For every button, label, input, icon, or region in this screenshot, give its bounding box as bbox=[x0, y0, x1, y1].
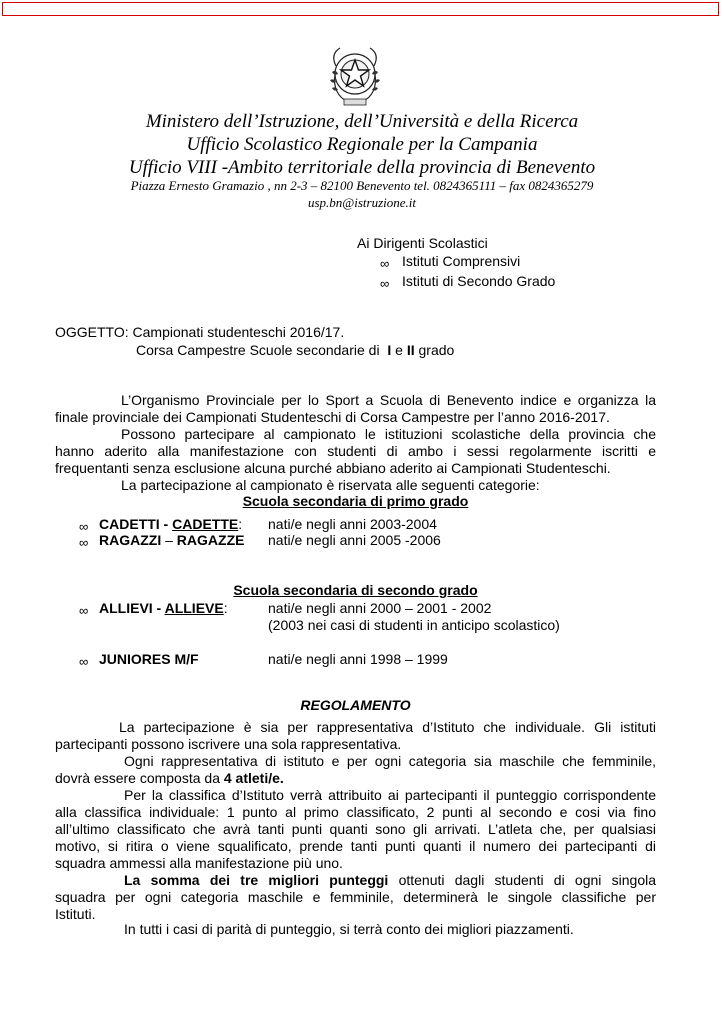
rule-p2-line: Ogni rappresentativa di istituto e per ogni categoria sia maschile che femminile, bbox=[124, 753, 656, 769]
subject-line2-text: Corsa Campestre Scuole secondarie di bbox=[136, 342, 380, 358]
category-years: nati/e negli anni 2000 – 2001 - 2002 bbox=[268, 600, 492, 616]
recipients-title: Ai Dirigenti Scolastici bbox=[357, 235, 488, 251]
grade-two: II bbox=[406, 342, 415, 358]
recipient-item: Istituti di Secondo Grado bbox=[402, 273, 556, 289]
rule-p3-line: Per la classifica d’Istituto verrà attribuito ai partecipanti il punteggio corrispondente bbox=[124, 787, 656, 803]
rule-p4-line: squadra per ogni categoria maschile e femminile, determinerà le singole classifiche per bbox=[55, 889, 656, 905]
intro-p2-line: hanno aderito alla manifestazione con studenti di ambo i sessi regolarmente iscritti e bbox=[55, 443, 656, 459]
grade-one: I bbox=[387, 342, 392, 358]
rule-p1-line: partecipanti possono iscrivere una sola rappresentativa. bbox=[55, 736, 402, 752]
rule-p3-line: squadra ammessi alla manifestazione più uno. bbox=[55, 855, 343, 871]
office-email[interactable]: usp.bn@istruzione.it bbox=[307, 195, 417, 210]
category-sep: - bbox=[159, 516, 173, 532]
recipient-item: Istituti Comprensivi bbox=[402, 253, 521, 269]
rule-text: dovrà essere composta da bbox=[55, 770, 220, 786]
category-sep: – bbox=[161, 532, 177, 548]
rule-p3-line: motivo, si ritira o viene squalificato, prende tanti punti quanti il numero dei partecipanti di bbox=[55, 838, 656, 854]
category-name: CADETTE bbox=[172, 516, 239, 532]
italian-emblem-icon bbox=[326, 44, 384, 108]
subject-label: OGGETTO: bbox=[55, 324, 129, 340]
category-ragazzi bbox=[99, 532, 244, 549]
intro-p1-line: L’Organismo Provinciale per lo Sport a Scuola di Benevento indice e organizza la bbox=[121, 392, 656, 408]
ministry-name: Ministero dell’Istruzione, dell’Università e della Ricerca bbox=[145, 111, 579, 132]
intro-p3: La partecipazione al campionato è riservata alle seguenti categorie: bbox=[121, 477, 540, 493]
category-sep: - bbox=[152, 600, 165, 616]
rule-p4-line: Istituti. bbox=[55, 906, 96, 922]
secondo-grado-heading: Scuola secondaria di secondo grado bbox=[233, 582, 478, 598]
bullet-icon: ∞ bbox=[79, 603, 89, 618]
subject-line2 bbox=[136, 342, 454, 359]
category-name: ALLIEVE bbox=[164, 600, 224, 616]
intro-p2-line: frequentanti senza esclusione alcuna purché abbiano aderito ai Campionati Studenteschi. bbox=[55, 460, 611, 476]
bullet-icon: ∞ bbox=[79, 519, 89, 534]
rule-bold: La somma dei tre migliori punteggi bbox=[124, 872, 389, 888]
regional-office: Ufficio Scolastico Regionale per la Campania bbox=[186, 134, 538, 155]
rule-p4-line bbox=[55, 872, 656, 889]
category-allievi bbox=[99, 600, 228, 617]
rule-p2-line bbox=[55, 770, 284, 787]
category-colon: : bbox=[223, 600, 228, 616]
bullet-icon: ∞ bbox=[79, 535, 89, 550]
subject-line1 bbox=[55, 324, 344, 341]
bullet-icon: ∞ bbox=[380, 276, 390, 291]
category-cadetti bbox=[99, 516, 242, 533]
subject-conj: e bbox=[395, 342, 403, 358]
territorial-office: Ufficio VIII -Ambito territoriale della provincia di Benevento bbox=[128, 157, 596, 178]
intro-p2-line: Possono partecipare al campionato le istituzioni scolastiche della provincia che bbox=[121, 426, 656, 442]
regolamento-heading: REGOLAMENTO bbox=[300, 697, 411, 713]
primo-grado-heading: Scuola secondaria di primo grado bbox=[242, 493, 469, 509]
intro-p1-line: finale provinciale dei Campionati Studenteschi di Corsa Campestre per l’anno 2016-2017. bbox=[55, 409, 610, 425]
rule-p3-line: alla classifica individuale: 1 punto al primo classificato, 2 punti al secondo e cosi via fino bbox=[55, 804, 656, 820]
bullet-icon: ∞ bbox=[380, 256, 390, 271]
category-name: RAGAZZE bbox=[176, 532, 245, 548]
category-years: nati/e negli anni 2003-2004 bbox=[268, 516, 437, 532]
category-name: CADETTI bbox=[99, 516, 160, 532]
rule-p5: In tutti i casi di parità di punteggio, si terrà conto dei migliori piazzamenti. bbox=[124, 921, 574, 937]
category-name: RAGAZZI bbox=[99, 532, 162, 548]
office-address: Piazza Ernesto Gramazio , nn 2-3 – 82100 Benevento tel. 0824365111 – fax 0824365279 bbox=[130, 178, 594, 193]
bullet-icon: ∞ bbox=[79, 654, 89, 669]
rule-text: ottenuti dagli studenti di ogni singola bbox=[398, 872, 657, 888]
category-name: ALLIEVI bbox=[99, 600, 153, 616]
category-colon: : bbox=[238, 516, 243, 532]
category-years: nati/e negli anni 2005 -2006 bbox=[268, 532, 441, 548]
rule-p3-line: all’ultimo classificato che avrà tanti punti quanti sono gli arrivati. L’atleta che, per qualsiasi bbox=[55, 821, 656, 837]
rule-p1-line: La partecipazione è sia per rappresentativa d’Istituto che individuale. Gli istituti bbox=[119, 719, 656, 735]
header-border bbox=[2, 2, 719, 16]
subject-grade: grado bbox=[418, 342, 455, 358]
rule-bold: 4 atleti/e. bbox=[223, 770, 284, 786]
category-years: nati/e negli anni 1998 – 1999 bbox=[268, 651, 448, 667]
subject-text: Campionati studenteschi 2016/17. bbox=[132, 324, 345, 340]
category-note: (2003 nei casi di studenti in anticipo scolastico) bbox=[268, 617, 560, 633]
category-juniores: JUNIORES M/F bbox=[99, 651, 199, 667]
